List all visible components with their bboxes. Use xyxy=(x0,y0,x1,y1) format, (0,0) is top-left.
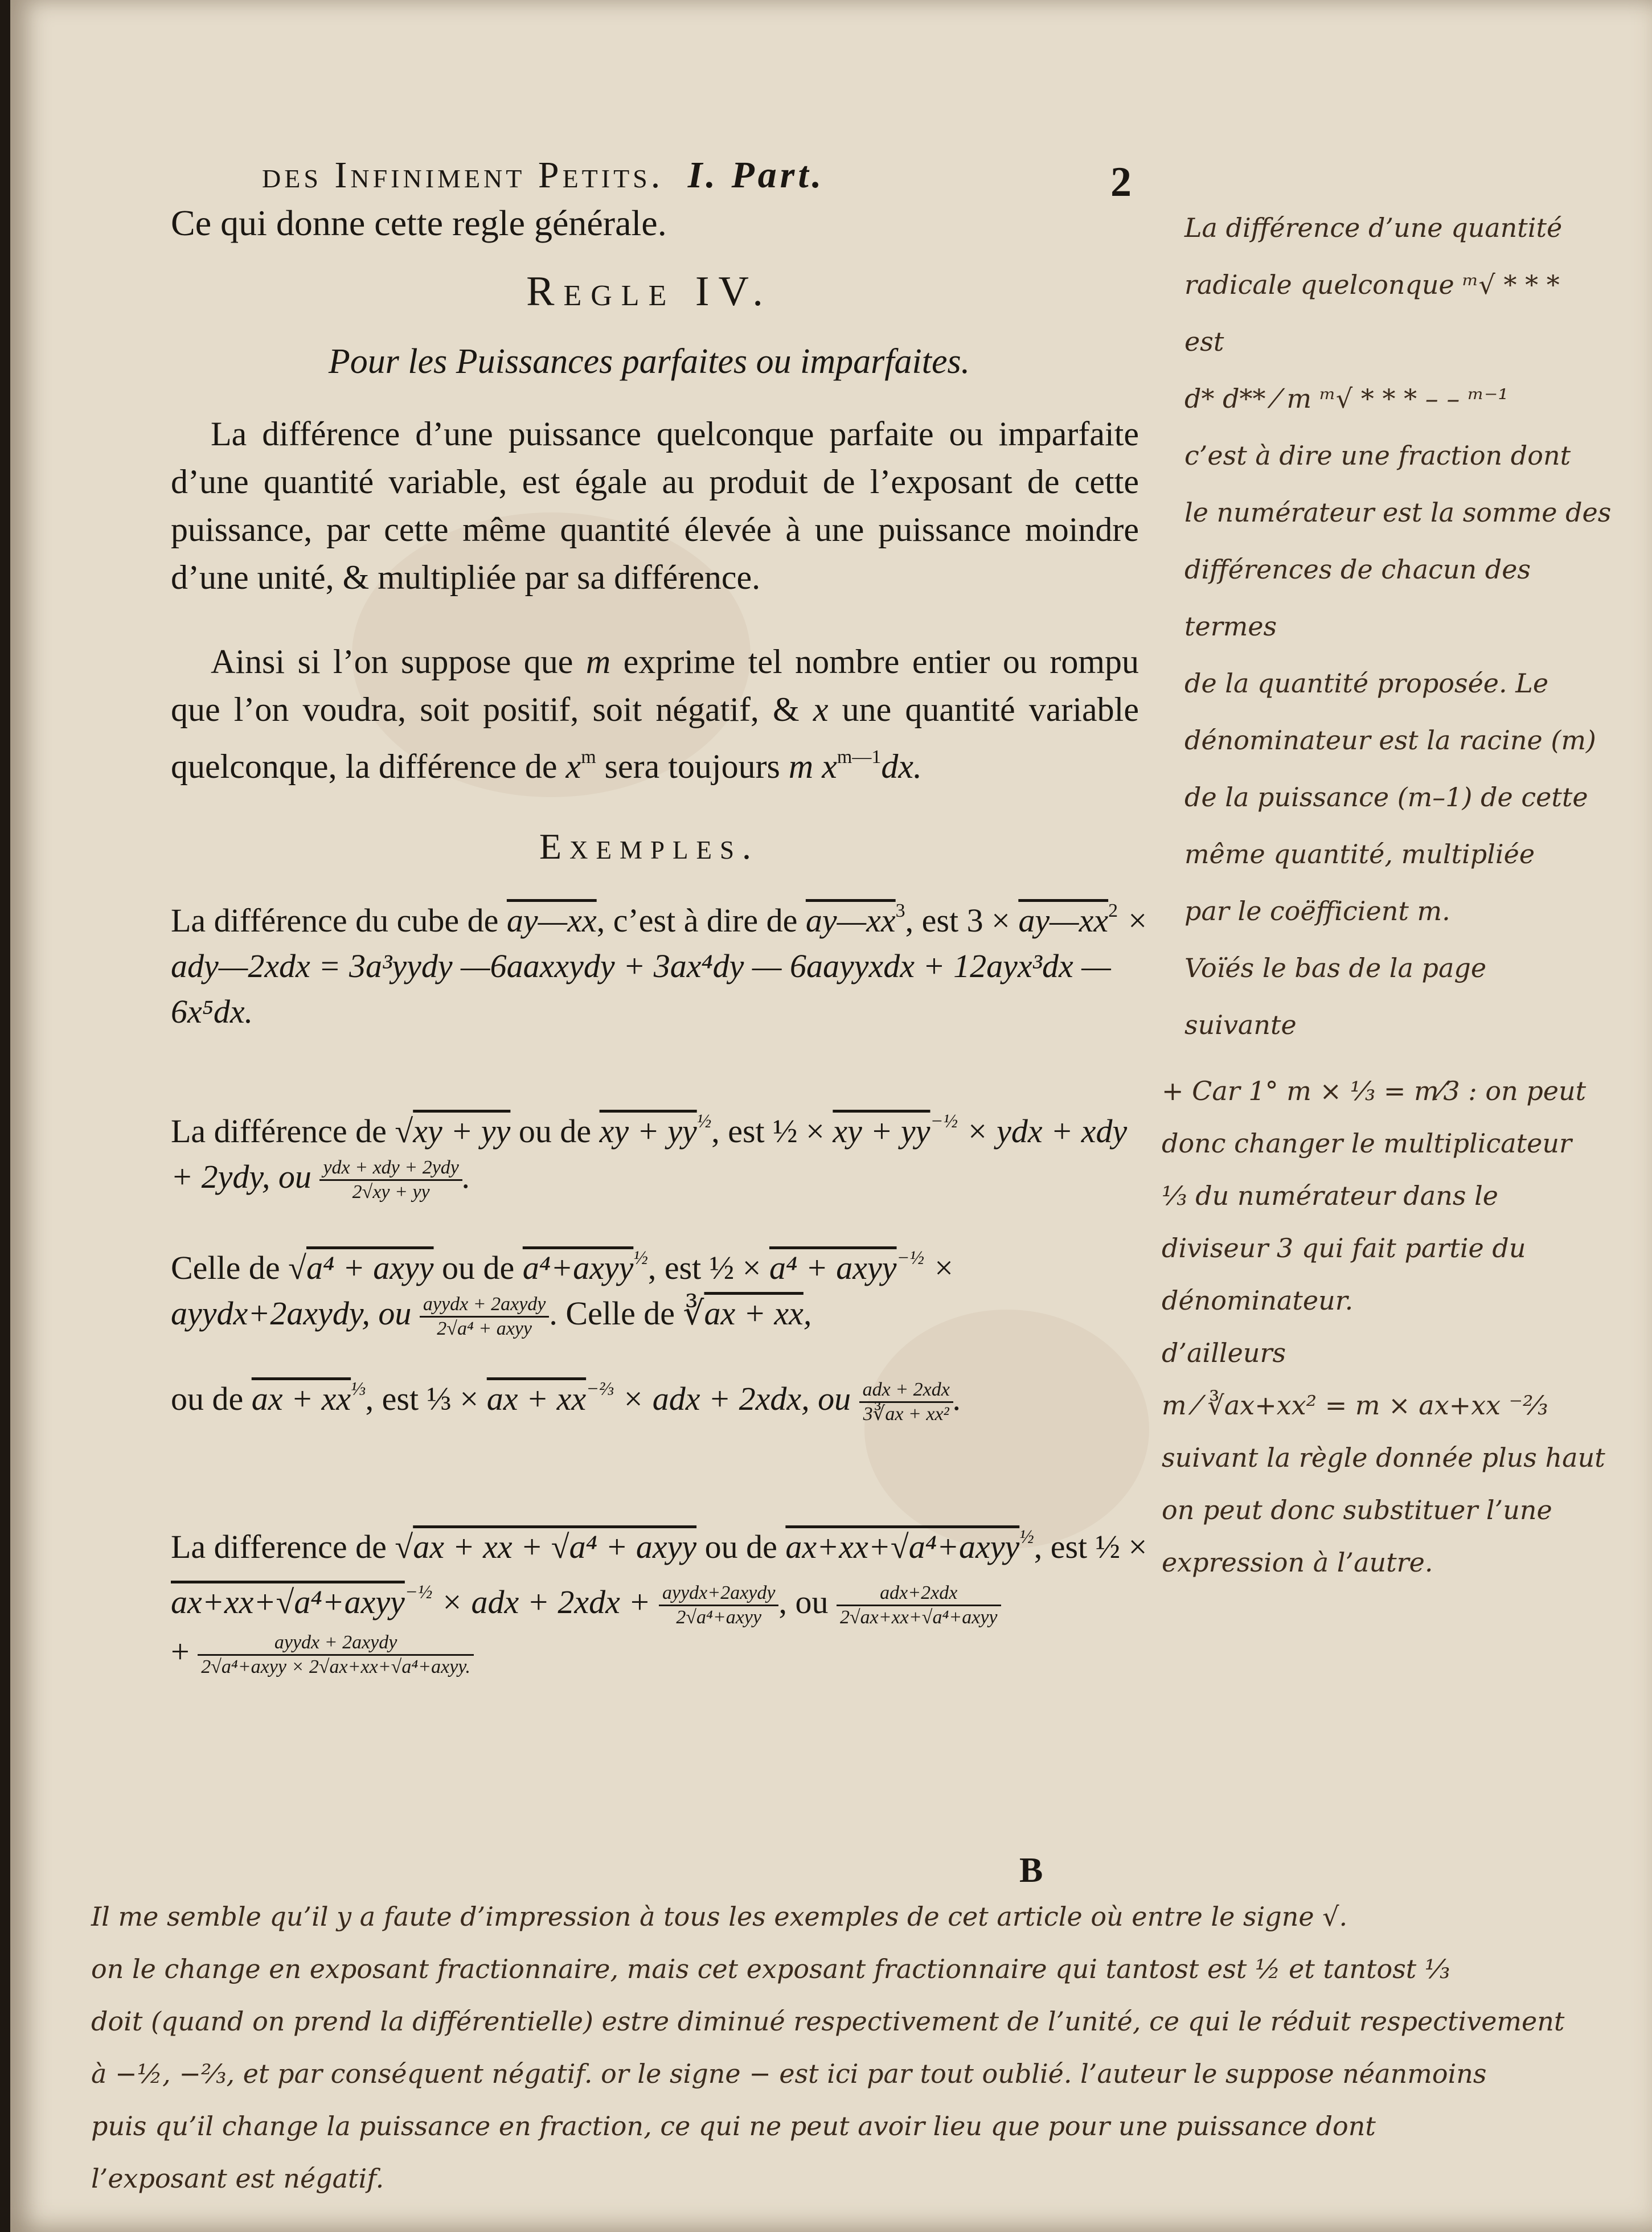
example-expr: xy + yy xyxy=(413,1113,511,1150)
rule-subtitle: Pour les Puissances parfaites ou imparfaites. xyxy=(328,342,970,381)
exponent: ½ xyxy=(633,1248,648,1269)
example-expr: ax+xx+√a⁴+axyy xyxy=(171,1583,405,1620)
note-line: suivant la règle donnée plus haut xyxy=(1162,1442,1605,1473)
example-cube xyxy=(171,888,1150,1035)
page-number: 2 xyxy=(1110,159,1132,206)
note-line: expression à l’autre. xyxy=(1162,1547,1433,1578)
example-nested-sqrt xyxy=(171,1515,1150,1679)
exponent-2: 2 xyxy=(1108,900,1118,921)
exponent: −⅔ xyxy=(586,1378,614,1400)
note-line: c’est à dire une fraction dont xyxy=(1184,440,1571,471)
note-line: dénominateur. xyxy=(1162,1285,1354,1316)
running-head xyxy=(262,154,1287,197)
example-expr: ax + xx xyxy=(486,1380,587,1417)
fraction xyxy=(420,1293,550,1340)
example-text: ou de xyxy=(510,1113,600,1150)
example-text: , est ½ × xyxy=(1034,1528,1147,1565)
note-line: donc changer le multiplicateur xyxy=(1162,1128,1572,1159)
example-expr: ax + xx xyxy=(251,1380,351,1417)
example-expr: × ayydx+2axydy, ou xyxy=(171,1249,955,1332)
exponent: −½ xyxy=(896,1248,924,1269)
example-expr: × ydx + xdy + 2ydy, ou xyxy=(171,1113,1128,1195)
example-text: ou de xyxy=(171,1380,252,1417)
note-line: m ⁄ ∛ax+xx² = m × ax+xx ⁻⅔ xyxy=(1162,1390,1548,1421)
ainsi-text: sera toujours xyxy=(596,748,789,785)
note-line: même quantité, multipliée xyxy=(1184,839,1535,869)
fraction xyxy=(837,1582,1001,1629)
fraction-denominator: 2√a⁴+axyy xyxy=(676,1607,762,1628)
note-line: d* d** ⁄ m ᵐ√ * * * – – ᵐ⁻¹ xyxy=(1184,383,1508,414)
ainsi-result: m x xyxy=(788,748,837,785)
margin-note-radical xyxy=(1184,199,1629,1053)
note-line: l’exposant est négatif. xyxy=(91,2163,384,2194)
example-sqrt-a4: Celle de √a⁴ + axyy ou de a⁴+axyy$^{\frac{1}{2}}$, est ½ × a⁴ + axyy$^{-\frac{1}{2}}$ × ayydx+2axydy, ou $\frac{\text{ayydx + 2axydy}}{\text{2√a⁴ + axyy}}$ . Celle de ∛ax + xx, xyxy=(171,1248,955,1340)
fraction xyxy=(859,1378,953,1426)
example-expr: × adx + 2xdx + xyxy=(432,1583,659,1620)
note-line: de la puissance (m–1) de cette xyxy=(1184,782,1588,813)
fraction xyxy=(198,1631,474,1679)
intro-line: Ce qui donne cette regle générale. xyxy=(171,203,667,243)
note-line: diviseur 3 qui fait partie du xyxy=(1162,1233,1526,1263)
example-text: , c’est à dire de xyxy=(596,902,806,939)
example-text: ou de xyxy=(433,1249,523,1286)
note-line: le numérateur est la somme des xyxy=(1184,497,1612,528)
example-expr: a⁴+axyy xyxy=(522,1249,634,1286)
exponent: −½ xyxy=(404,1582,433,1603)
note-line: + Car 1° m × ⅓ = m⁄3 : on peut xyxy=(1162,1076,1587,1106)
ainsi-x: x xyxy=(813,691,829,728)
exponent: ⅓ xyxy=(351,1378,366,1400)
fraction-denominator: 3∛ax + xx² xyxy=(863,1404,949,1425)
note-line: Voïés le bas de la page xyxy=(1184,953,1487,983)
example-expr: a⁴ + axyy xyxy=(769,1249,897,1286)
exponent: −½ xyxy=(930,1111,958,1132)
rule-paragraph: La différence d’une puissance quelconque parfaite ou imparfaite d’une quantité variable, est égale au produit de l’exposant de cette puissance, par cette même quantité élevée à une puissance moindre d’une unité, & multipliée par sa différence. xyxy=(171,415,1139,596)
example-text: ou de xyxy=(696,1528,786,1565)
note-line: par le coëfficient m. xyxy=(1184,896,1450,926)
example-text: La différence du cube de xyxy=(171,902,507,939)
example-expr: × adx + 2xdx, ou xyxy=(613,1380,859,1417)
example-expr: ax + xx + √a⁴ + axyy xyxy=(413,1528,697,1565)
fraction-denominator: 2√a⁴ + axyy xyxy=(437,1318,532,1340)
fraction-denominator: 2√xy + yy xyxy=(352,1181,430,1203)
note-line: ⅓ du numérateur dans le xyxy=(1162,1180,1499,1211)
example-text: , est ½ × xyxy=(711,1113,833,1150)
ainsi-text: exprime tel nombre entier ou rompu que l’on voudra, soit positif, soit négatif, & xyxy=(171,643,1139,728)
note-line: doit (quand on prend la différentielle) estre diminué respectivement de l’unité, ce qui le réduit respectivement xyxy=(91,2006,1565,2037)
example-expr: ax+xx+√a⁴+axyy xyxy=(785,1528,1020,1565)
example-expr: ay—xx xyxy=(506,902,597,939)
running-head-title: des Infiniment Petits. xyxy=(262,154,664,196)
example-expr: ax + xx xyxy=(704,1295,804,1332)
ainsi-text: une quantité variable quelconque, la différence de xyxy=(171,691,1139,785)
ainsi-m: m xyxy=(585,643,611,680)
ainsi-text: Ainsi si l’on suppose que xyxy=(211,643,586,680)
exponent: ½ xyxy=(1019,1527,1034,1548)
note-line: radicale quelconque ᵐ√ * * * xyxy=(1184,269,1560,300)
note-line: puis qu’il change la puissance en fraction, ce qui ne peut avoir lieu que pour une puissance dont xyxy=(91,2111,1376,2141)
fraction-numerator: adx+2xdx xyxy=(837,1582,1001,1606)
example-text: , est ⅓ × xyxy=(365,1380,487,1417)
exponent: ½ xyxy=(696,1111,712,1132)
note-line: La différence d’une quantité xyxy=(1184,212,1563,243)
example-text: , est ½ × xyxy=(647,1249,769,1286)
ainsi-result-exponent: m—1 xyxy=(837,746,882,768)
signature-mark: B xyxy=(1019,1851,1043,1890)
example-expr: × ady—2xdx = 3a³yydy —6aaxxydy + 3ax⁴dy — 6aayyxdx + 12ayx³dx —6x⁵dx. xyxy=(171,902,1149,1030)
fraction-denominator: 2√ax+xx+√a⁴+axyy xyxy=(839,1607,998,1628)
fraction-denominator: 2√a⁴+axyy × 2√ax+xx+√a⁴+axyy. xyxy=(201,1656,470,1678)
note-line: suivante xyxy=(1184,1010,1297,1040)
example-text: Celle de √ xyxy=(171,1249,306,1286)
bottom-note-misprint xyxy=(91,1890,1629,2205)
fraction-numerator: adx + 2xdx xyxy=(859,1378,953,1403)
ainsi-xm: x xyxy=(565,748,581,785)
fraction-numerator: ayydx+2axydy xyxy=(659,1582,779,1606)
fraction-numerator: ayydx + 2axydy xyxy=(420,1293,550,1318)
fraction xyxy=(319,1156,462,1204)
example-text: . Celle de ∛ xyxy=(549,1295,704,1332)
exponent-3: 3 xyxy=(895,900,905,921)
fraction xyxy=(659,1582,779,1629)
example-sqrt-xy: La différence de √xy + yy ou de xy + $yy^{\frac{1}{2}}$, est ½ × xy + $yy^{-\frac{1}{2}}$ × ydx + xdy + 2ydy, ou $\frac{\text{ydx + xdy + 2ydy}}{2√xy + yy}$ . xyxy=(171,1111,1128,1203)
ainsi-end: dx. xyxy=(881,748,922,785)
note-line: Il me semble qu’il y a faute d’impression à tous les exemples de cet article où entre le signe √. xyxy=(91,1901,1348,1932)
ainsi-xm-exponent: m xyxy=(581,746,596,768)
book-spine xyxy=(0,0,10,2232)
note-line: d’ailleurs xyxy=(1162,1337,1286,1368)
note-line: différences de chacun des termes xyxy=(1184,554,1531,642)
paper-stain xyxy=(864,1310,1149,1549)
example-text: La difference de √ xyxy=(171,1528,413,1565)
example-cuberoot: ou de ax + $xx^{\frac{1}{3}}$, est ⅓ × ax + $xx^{-\frac{2}{3}}$ × adx + 2xdx, ou $\frac{\text{adx + 2xdx}}{\text{3∛ax + xx²}}$ . xyxy=(171,1378,962,1425)
example-text: , est 3 × xyxy=(905,902,1019,939)
note-line: on peut donc substituer l’une xyxy=(1162,1495,1552,1525)
example-expr: ay—xx xyxy=(1018,902,1109,939)
example-expr: xy + yy xyxy=(599,1113,697,1150)
note-line: de la quantité proposée. Le xyxy=(1184,668,1549,699)
rule-title: Regle IV. xyxy=(526,268,772,315)
example-expr: ay—xx xyxy=(805,902,896,939)
fraction-numerator: ydx + xdy + 2ydy xyxy=(319,1156,462,1181)
example-expr: a⁴ + axyy xyxy=(306,1249,434,1286)
note-line: à −½, −⅔, et par conséquent négatif. or le signe − est ici par tout oublié. l’auteur le suppose néanmoins xyxy=(91,2058,1487,2089)
margin-note-coefficient xyxy=(1162,1065,1629,1589)
running-head-part: I. Part. xyxy=(687,154,825,196)
example-text: La différence de √ xyxy=(171,1113,413,1150)
note-line: est xyxy=(1184,326,1224,357)
fraction-numerator: ayydx + 2axydy xyxy=(198,1631,474,1656)
ainsi-paragraph xyxy=(171,638,1139,790)
example-text: + xyxy=(171,1633,198,1671)
examples-heading: Exemples. xyxy=(539,826,760,867)
example-expr: xy + yy xyxy=(833,1113,930,1150)
note-line: on le change en exposant fractionnaire, mais cet exposant fractionnaire qui tantost est ½ et tantost ⅓ xyxy=(91,1954,1450,1984)
example-text: , ou xyxy=(778,1583,837,1620)
note-line: dénominateur est la racine (m) xyxy=(1184,725,1596,756)
